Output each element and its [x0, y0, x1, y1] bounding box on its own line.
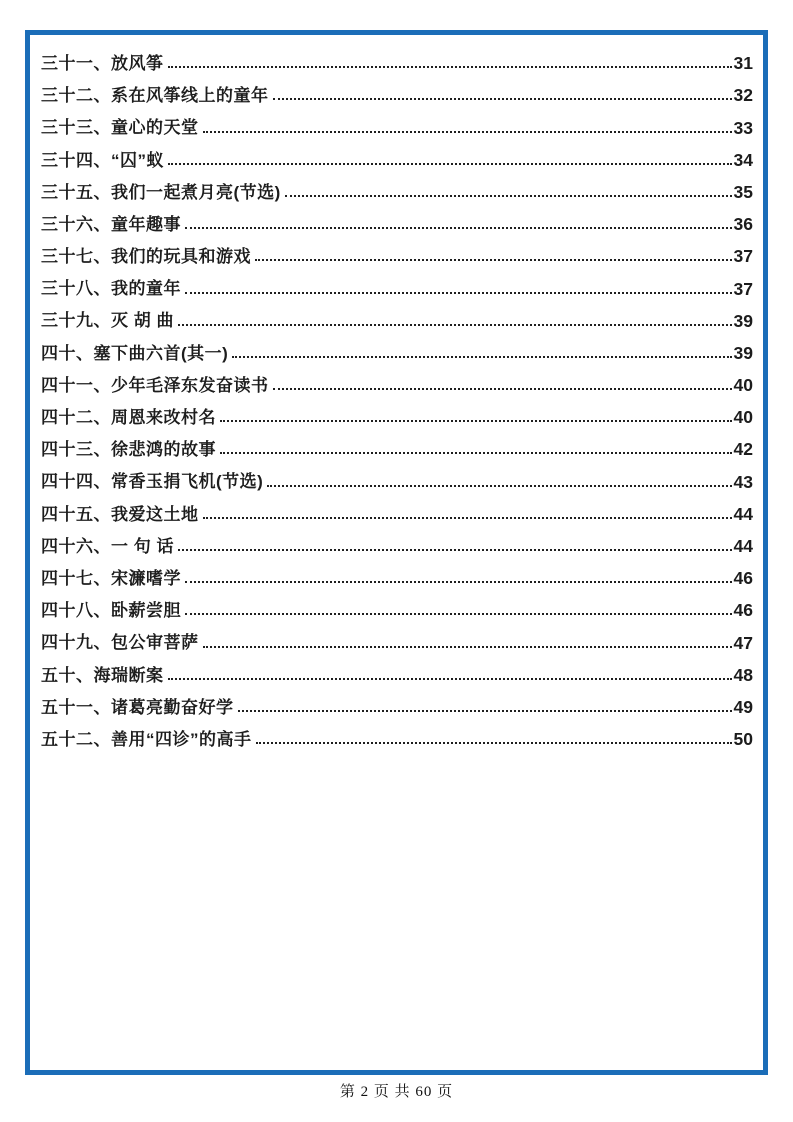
toc-entry[interactable] [41, 267, 753, 299]
toc-dot-leader [203, 517, 732, 519]
toc-entry[interactable] [41, 203, 753, 235]
toc-entry-title: 四十一、少年毛泽东发奋读书 [41, 375, 269, 395]
toc-entry-page: 39 [733, 310, 753, 331]
toc-entry-title: 三十三、童心的天堂 [41, 118, 199, 138]
toc-entry[interactable] [41, 332, 753, 364]
toc-entry[interactable] [41, 686, 753, 718]
toc-entry-page: 42 [733, 439, 753, 460]
toc-entry-page: 31 [733, 53, 753, 74]
toc-entry[interactable] [41, 235, 753, 267]
toc-dot-leader [185, 581, 732, 583]
toc-entry-page: 40 [733, 375, 753, 396]
toc-entry[interactable] [41, 396, 753, 428]
toc-entry[interactable] [41, 621, 753, 653]
toc-entry-title: 四十、塞下曲六首(其一) [41, 343, 229, 363]
page-number-text: 第 2 页 共 60 页 [339, 1084, 454, 1100]
toc-entry-page: 37 [733, 278, 753, 299]
toc-entry-title: 四十二、周恩来改村名 [41, 408, 216, 427]
toc-list [30, 35, 763, 750]
toc-entry-title: 四十七、宋濂嗜学 [41, 568, 181, 588]
toc-dot-leader [255, 259, 732, 261]
toc-dot-leader [203, 646, 732, 648]
toc-dot-leader [178, 549, 732, 551]
toc-dot-leader [203, 131, 732, 133]
toc-dot-leader [238, 710, 732, 712]
toc-entry-title: 四十六、一 句 话 [41, 536, 174, 556]
toc-entry-title: 三十六、童年趣事 [41, 214, 181, 234]
toc-entry[interactable] [41, 139, 753, 171]
toc-entry[interactable] [41, 589, 753, 621]
toc-entry-page: 36 [733, 214, 753, 235]
toc-entry-title: 五十一、诸葛亮勤奋好学 [41, 697, 234, 717]
toc-entry[interactable] [41, 106, 753, 138]
toc-entry-page: 35 [733, 181, 753, 202]
toc-dot-leader [285, 195, 732, 197]
toc-entry-page: 48 [733, 664, 753, 685]
toc-entry-title: 三十七、我们的玩具和游戏 [41, 247, 251, 267]
toc-entry-page: 34 [733, 149, 753, 170]
toc-dot-leader [267, 485, 731, 487]
toc-dot-leader [185, 292, 732, 294]
toc-entry-title: 三十四、“囚”蚁 [41, 150, 164, 170]
toc-entry[interactable] [41, 525, 753, 557]
toc-entry-title: 四十三、徐悲鸿的故事 [41, 440, 216, 460]
toc-entry-title: 五十、海瑞断案 [41, 665, 164, 685]
toc-entry[interactable] [41, 428, 753, 460]
toc-entry-page: 39 [733, 342, 753, 363]
toc-entry-title: 四十九、包公审菩萨 [41, 633, 199, 653]
toc-dot-leader [232, 356, 731, 358]
toc-entry[interactable] [41, 557, 753, 589]
toc-entry-page: 33 [733, 117, 753, 138]
toc-entry-page: 43 [733, 471, 753, 492]
toc-entry-title: 三十二、系在风筝线上的童年 [41, 86, 269, 106]
toc-dot-leader [168, 66, 732, 68]
toc-entry[interactable] [41, 42, 753, 74]
toc-entry[interactable] [41, 654, 753, 686]
toc-dot-leader [220, 452, 732, 454]
toc-entry[interactable] [41, 493, 753, 525]
toc-entry[interactable] [41, 74, 753, 106]
toc-entry-title: 三十五、我们一起煮月亮(节选) [41, 182, 281, 202]
toc-entry-title: 五十二、善用“四诊”的高手 [41, 729, 252, 749]
toc-entry[interactable] [41, 364, 753, 396]
toc-dot-leader [178, 324, 732, 326]
toc-entry-title: 三十一、放风筝 [41, 53, 164, 73]
toc-entry-title: 四十八、卧薪尝胆 [41, 601, 181, 621]
toc-entry[interactable] [41, 718, 753, 750]
page-border-frame [25, 30, 768, 1075]
toc-entry-title: 三十八、我的童年 [41, 279, 181, 299]
toc-dot-leader [168, 678, 732, 680]
toc-entry-page: 47 [733, 632, 753, 653]
toc-entry-page: 40 [733, 407, 753, 428]
toc-entry[interactable] [41, 460, 753, 492]
toc-entry-page: 46 [733, 600, 753, 621]
toc-entry-title: 四十五、我爱这土地 [41, 504, 199, 524]
toc-entry[interactable] [41, 300, 753, 332]
toc-dot-leader [168, 163, 732, 165]
toc-dot-leader [273, 388, 732, 390]
toc-dot-leader [273, 98, 732, 100]
toc-entry-page: 46 [733, 568, 753, 589]
toc-entry-title: 三十九、灭 胡 曲 [41, 311, 174, 331]
toc-entry-page: 50 [733, 729, 753, 750]
toc-entry-page: 44 [733, 503, 753, 524]
toc-entry-page: 37 [733, 246, 753, 267]
toc-entry-page: 49 [733, 696, 753, 717]
toc-entry-page: 44 [733, 536, 753, 556]
toc-dot-leader [185, 227, 732, 229]
toc-entry-page: 32 [733, 85, 753, 106]
toc-dot-leader [220, 420, 732, 422]
toc-entry[interactable] [41, 171, 753, 203]
page-footer [0, 1080, 793, 1101]
toc-dot-leader [256, 742, 732, 744]
toc-dot-leader [185, 613, 732, 615]
toc-entry-title: 四十四、常香玉捐飞机(节选) [41, 472, 264, 492]
